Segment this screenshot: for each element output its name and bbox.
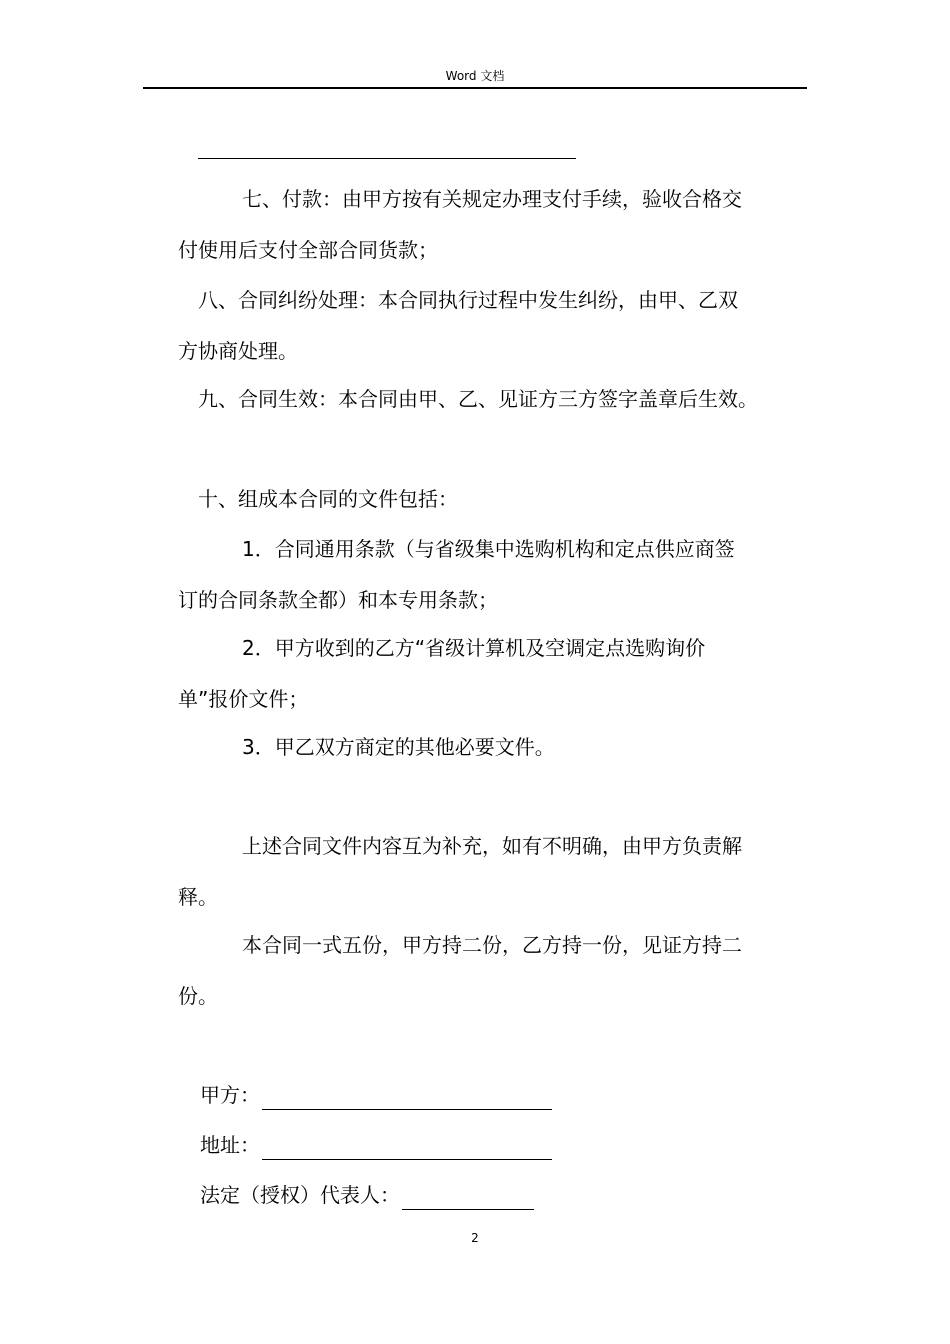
signature-address-label: 地址：	[200, 1133, 260, 1157]
page-number: 2	[471, 1231, 479, 1245]
closing-paragraph-2-line-2: 份。	[178, 984, 218, 1008]
closing-paragraph-1-line-2: 释。	[178, 885, 218, 909]
clause-7-line-2: 付使用后支付全部合同货款；	[178, 238, 438, 262]
signature-representative-label: 法定（授权）代表人：	[200, 1183, 400, 1207]
clause-8-line-1: 八、合同纠纷处理：本合同执行过程中发生纠纷，由甲、乙双	[198, 288, 738, 312]
clause-10-item-1-line-2: 订的合同条款全都）和本专用条款；	[178, 588, 498, 612]
page-header: Word 文档	[445, 69, 505, 83]
fill-in-underline	[198, 158, 576, 159]
clause-7-line-1: 七、付款：由甲方按有关规定办理支付手续，验收合格交	[242, 187, 742, 211]
signature-representative-blank	[402, 1187, 534, 1210]
clause-10-item-3-line-1: 3．甲乙双方商定的其他必要文件。	[242, 735, 555, 759]
signature-party-a-blank	[262, 1087, 552, 1110]
clause-10-item-1-line-1: 1．合同通用条款（与省级集中选购机构和定点供应商签	[242, 537, 735, 561]
clause-8-line-2: 方协商处理。	[178, 339, 298, 363]
clause-10-title-text: 十、组成本合同的文件包括：	[198, 487, 458, 511]
clause-8	[178, 275, 808, 377]
clause-10-item-2	[178, 623, 808, 725]
closing-paragraph-1	[178, 821, 808, 923]
signature-representative	[200, 1180, 534, 1210]
header-rule	[143, 87, 807, 89]
clause-10-item-2-line-2: 单”报价文件；	[178, 687, 309, 711]
clause-10-title	[178, 474, 808, 525]
clause-7	[178, 174, 808, 276]
closing-paragraph-1-line-1: 上述合同文件内容互为补充，如有不明确，由甲方负责解	[242, 834, 742, 858]
clause-10-item-1	[178, 524, 808, 626]
clause-10-item-2-line-1: 2．甲方收到的乙方“省级计算机及空调定点选购询价	[242, 636, 706, 660]
clause-9-line-1: 九、合同生效：本合同由甲、乙、见证方三方签字盖章后生效。	[198, 387, 758, 411]
signature-address-blank	[262, 1137, 552, 1160]
signature-party-a	[200, 1080, 552, 1110]
clause-9	[178, 374, 808, 425]
signature-party-a-label: 甲方：	[200, 1083, 260, 1107]
clause-10-item-3	[178, 722, 808, 773]
closing-paragraph-2-line-1: 本合同一式五份，甲方持二份，乙方持一份，见证方持二	[242, 933, 742, 957]
signature-address	[200, 1130, 552, 1160]
closing-paragraph-2	[178, 920, 808, 1022]
